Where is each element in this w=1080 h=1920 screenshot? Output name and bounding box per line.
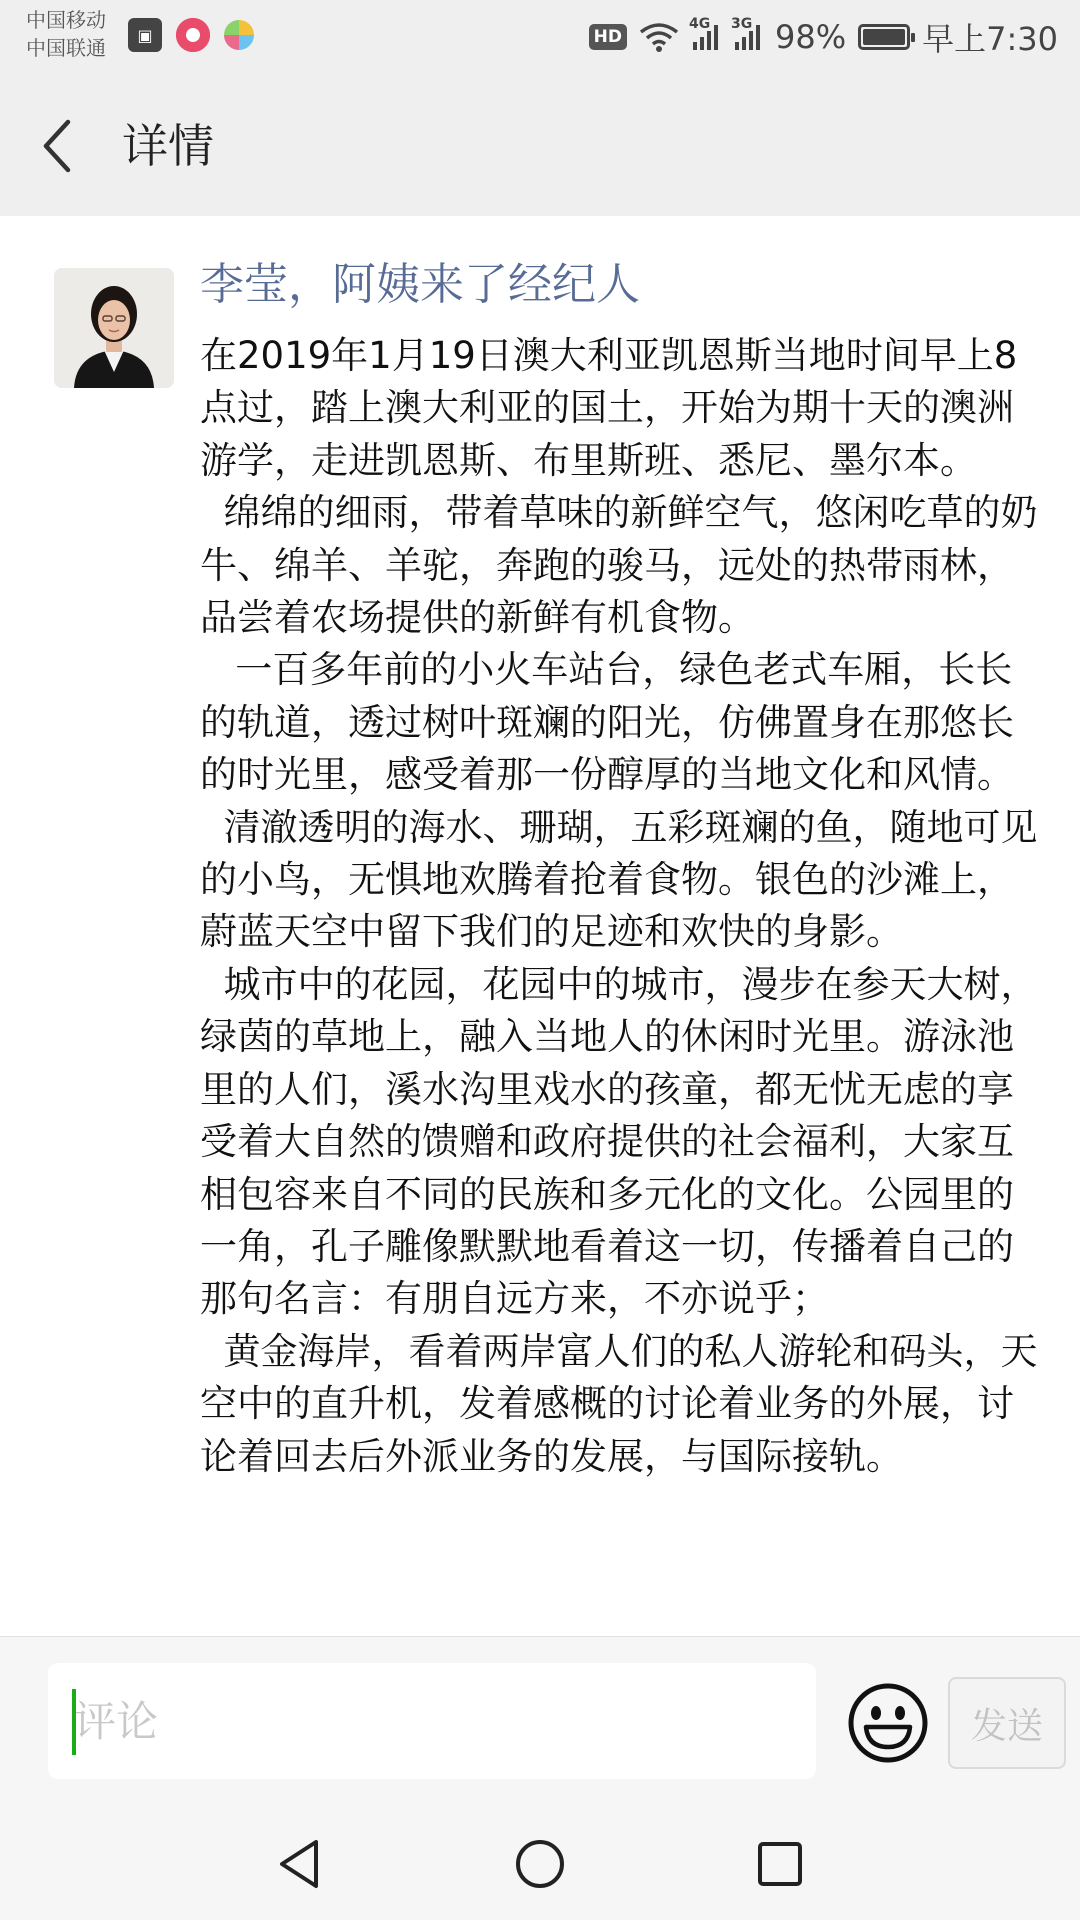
battery-icon bbox=[858, 24, 910, 50]
huawei-store-icon: ▣ bbox=[128, 18, 162, 52]
triangle-back-icon[interactable] bbox=[272, 1836, 328, 1892]
post-paragraph: 城市中的花园，花园中的城市，漫步在参天大树，绿茵的草地上，融入当地人的休闲时光里。游泳池里的人们，溪水沟里戏水的孩童，都无忧无虑的享受着大自然的馈赠和政府提供的社会福利，大家互相包容来自不同的民族和多元化的文化。公园里的一角，孔子雕像默默地看着这一切，传播着自己的那句名言：有朋自远方来，不亦说乎； bbox=[200, 962, 1038, 1321]
navigation-bar bbox=[0, 1804, 1080, 1920]
post-paragraph: 一百多年前的小火车站台，绿色老式车厢，长长的轨道，透过树叶斑斓的阳光，仿佛置身在那悠长的时光里，感受着那一份醇厚的当地文化和风情。 bbox=[200, 648, 1014, 797]
wifi-icon bbox=[639, 22, 679, 52]
carrier-1: 中国移动 bbox=[26, 8, 106, 32]
post-author-name[interactable]: 李莹，阿姨来了经纪人 bbox=[200, 259, 640, 310]
app-notification-icon bbox=[176, 18, 210, 52]
carrier-info bbox=[26, 6, 106, 62]
network-type-1: 4G bbox=[689, 16, 711, 32]
battery-percent: 98% bbox=[775, 18, 847, 56]
page-title: 详情 bbox=[122, 119, 214, 173]
post-paragraph: 黄金海岸，看着两岸富人们的私人游轮和码头，天空中的直升机，发着感概的讨论着业务的外展，讨论着回去后外派业务的发展，与国际接轨。 bbox=[200, 1329, 1038, 1478]
photo-app-icon bbox=[224, 20, 254, 50]
square-recent-icon[interactable] bbox=[752, 1836, 808, 1892]
post-paragraph: 清澈透明的海水、珊瑚，五彩斑斓的鱼，随地可见的小鸟，无惧地欢腾着抢着食物。银色的沙滩上，蔚蓝天空中留下我们的足迹和欢快的身影。 bbox=[200, 805, 1038, 954]
post-body bbox=[200, 330, 1045, 1483]
comment-bar bbox=[0, 1636, 1080, 1804]
status-indicators bbox=[589, 14, 1058, 60]
text-cursor bbox=[72, 1689, 76, 1755]
back-arrow-icon[interactable] bbox=[38, 116, 78, 176]
smiley-face-icon[interactable] bbox=[846, 1681, 930, 1765]
network-type-2: 3G bbox=[731, 16, 753, 32]
clock: 早上7:30 bbox=[922, 20, 1058, 58]
post-paragraph: 绵绵的细雨，带着草味的新鲜空气，悠闲吃草的奶牛、绵羊、羊驼，奔跑的骏马，远处的热带雨林，品尝着农场提供的新鲜有机食物。 bbox=[200, 491, 1038, 640]
notification-icons bbox=[128, 18, 254, 52]
carrier-2: 中国联通 bbox=[26, 36, 106, 60]
status-bar bbox=[0, 0, 1080, 76]
comment-input[interactable] bbox=[48, 1663, 816, 1779]
post-detail bbox=[0, 216, 1080, 1636]
hd-badge: HD bbox=[589, 24, 627, 50]
title-bar bbox=[0, 76, 1080, 216]
circle-home-icon[interactable] bbox=[512, 1836, 568, 1892]
post-paragraph: 在2019年1月19日澳大利亚凯恩斯当地时间早上8点过，踏上澳大利亚的国土，开始为期十天的澳洲游学，走进凯恩斯、布里斯班、悉尼、墨尔本。 bbox=[200, 334, 1018, 482]
send-button[interactable]: 发送 bbox=[948, 1677, 1066, 1769]
avatar[interactable] bbox=[54, 268, 174, 388]
signal-icon-1 bbox=[689, 16, 721, 52]
signal-icon-2 bbox=[731, 16, 763, 52]
